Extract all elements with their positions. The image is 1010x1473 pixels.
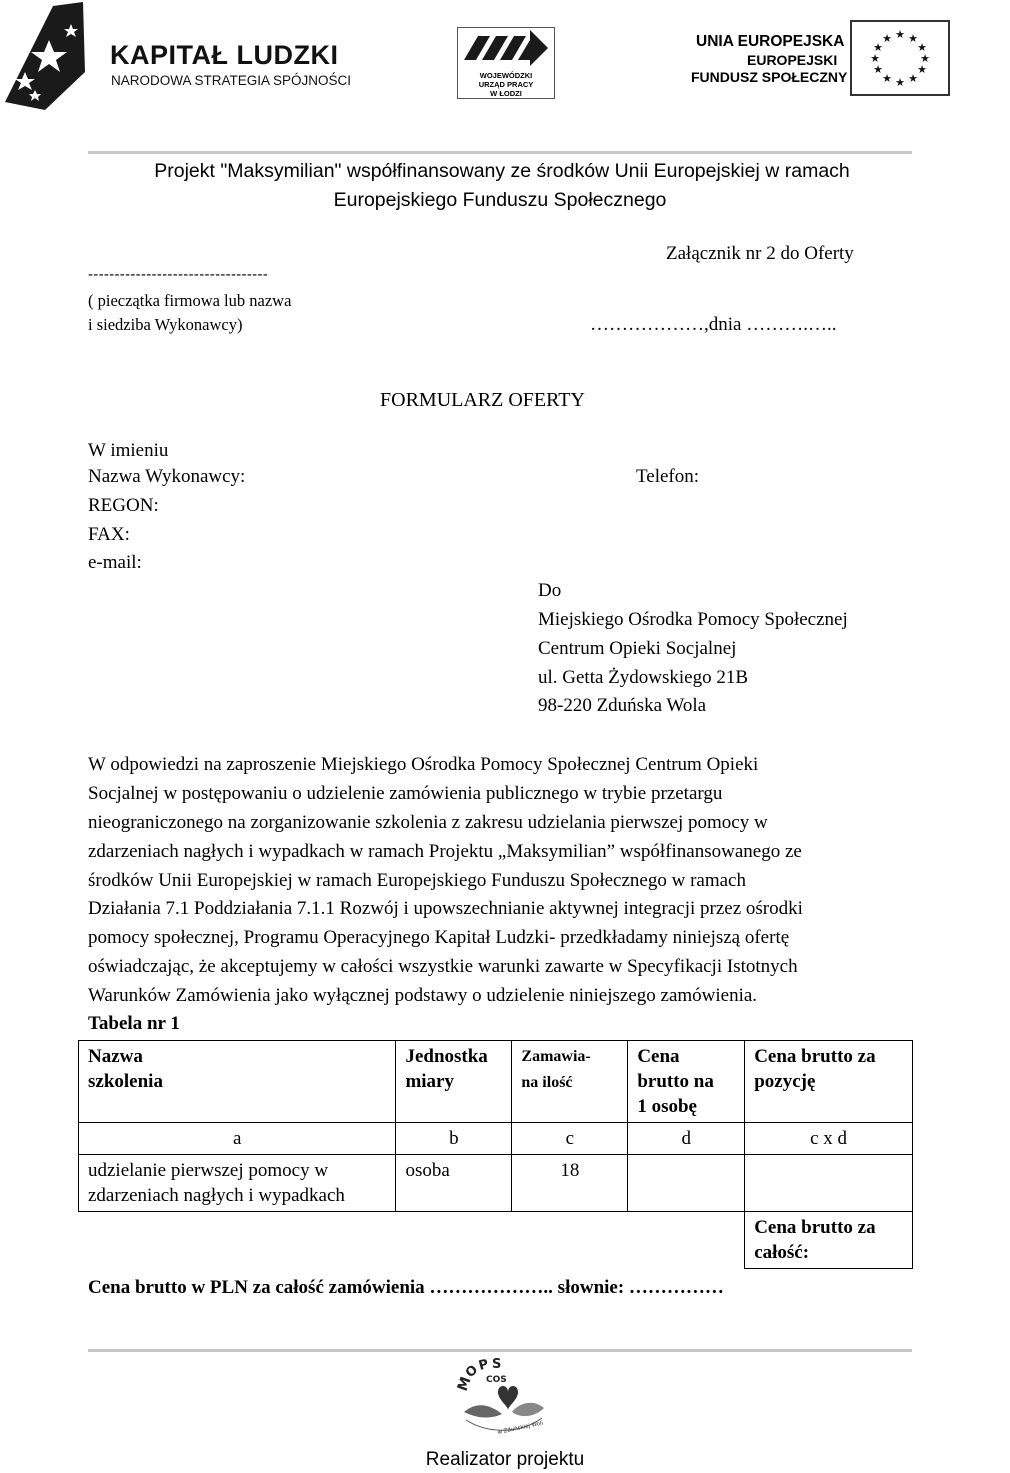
svg-text:★: ★ (882, 72, 892, 85)
row-name: udzielanie pierwszej pomocy w zdarzeniach nagłych i wypadkach (79, 1155, 396, 1212)
body-line-2: Socjalnej w postępowaniu o udzielenie zamówienia publicznego w trybie przetargu (88, 783, 723, 804)
wup-lodz-logo (457, 27, 555, 99)
table-header-row (79, 1041, 913, 1123)
svg-text:M: M (454, 1374, 475, 1394)
stamp-dashes: ---------------------------------- (88, 266, 269, 283)
body-line-6: Działania 7.1 Poddziałania 7.1.1 Rozwój i upowszechnianie aktywnej integracji przez ośrodki (88, 898, 803, 919)
kapital-ludzki-subtitle: NARODOWA STRATEGIA SPÓJNOŚCI (111, 73, 352, 88)
table-row (79, 1155, 913, 1212)
letter-d: d (628, 1123, 745, 1155)
recipient-to: Do (538, 580, 562, 601)
svg-text:★: ★ (873, 41, 883, 54)
row-price[interactable] (628, 1155, 745, 1212)
stamp-line-2: i siedziba Wykonawcy) (88, 315, 243, 334)
svg-text:★: ★ (870, 52, 880, 65)
svg-text:w Zduńskiej Woli: w Zduńskiej Woli (497, 1420, 544, 1436)
attachment-label: Załącznik nr 2 do Oferty (666, 243, 854, 264)
body-line-9: Warunków Zamówienia jako wyłącznej podstawy o udzielenie niniejszego zamówienia. (88, 985, 758, 1006)
body-line-8: oświadczając, że akceptujemy w całości wszystkie warunki zawarte w Specyfikacji Istotnych (88, 956, 798, 977)
header-name: Nazwa szkolenia (79, 1041, 396, 1123)
body-line-1: W odpowiedzi na zaproszenie Miejskiego Ośrodka Pomocy Społecznej Centrum Opieki (88, 754, 759, 775)
row-qty: 18 (512, 1155, 628, 1212)
svg-text:★: ★ (873, 63, 883, 76)
on-behalf-label: W imieniu (88, 440, 169, 461)
table-letters-row (79, 1123, 913, 1155)
body-line-5: środków Unii Europejskiej w ramach Europejskiego Funduszu Społecznego w ramach (88, 870, 746, 891)
svg-text:★: ★ (920, 52, 930, 65)
wup-line-2: URZĄD PRACY (478, 80, 534, 89)
phone-label: Telefon: (636, 466, 700, 487)
body-line-7: pomocy społecznej, Programu Operacyjnego Kapitał Ludzki- przedkładamy niniejszą ofertę (88, 927, 790, 948)
wup-line-3: W ŁODZI (490, 89, 522, 98)
svg-text:★: ★ (917, 63, 927, 76)
row-total[interactable] (745, 1155, 913, 1212)
letter-b: b (396, 1123, 512, 1155)
ue-title: UNIA EUROPEJSKA (696, 33, 845, 50)
ue-subtitle-1: EUROPEJSKI (747, 52, 838, 68)
kapital-ludzki-title: KAPITAŁ LUDZKI (110, 40, 339, 70)
ue-subtitle-2: FUNDUSZ SPOŁECZNY (691, 69, 848, 85)
email-label: e-mail: (88, 552, 142, 573)
svg-text:★: ★ (882, 32, 892, 45)
mops-cos-logo[interactable] (454, 1356, 550, 1440)
contractor-name-label: Nazwa Wykonawcy: (88, 466, 246, 487)
offer-table (78, 1040, 913, 1269)
svg-text:★: ★ (895, 28, 905, 41)
kapital-ludzki-logo (5, 2, 365, 112)
total-price-line: Cena brutto w PLN za całość zamówienia ……………….. słownie: …………… (88, 1277, 724, 1298)
recipient-line-3: ul. Getta Żydowskiego 21B (538, 667, 749, 688)
ue-logo (690, 20, 955, 100)
realizer-label: Realizator projektu (425, 1449, 585, 1470)
header-qty: Zamawia- na ilość (512, 1041, 628, 1123)
letter-c: c (512, 1123, 628, 1155)
svg-text:★: ★ (908, 32, 918, 45)
form-title: FORMULARZ OFERTY (380, 389, 585, 411)
body-line-4: zdarzeniach nagłych i wypadkach w ramach Projektu „Maksymilian” współfinansowanego ze (88, 841, 802, 862)
wup-line-1: WOJEWÓDZKI (479, 71, 533, 80)
recipient-line-1: Miejskiego Ośrodka Pomocy Społecznej (538, 609, 848, 630)
eu-flag-icon (850, 20, 950, 96)
regon-label: REGON: (88, 495, 159, 516)
svg-text:P: P (477, 1356, 491, 1374)
header-unit: Jednostka miary (396, 1041, 512, 1123)
stamp-line-1: ( pieczątka firmowa lub nazwa (88, 291, 292, 310)
svg-text:S: S (492, 1357, 502, 1372)
header-total: Cena brutto za pozycję (745, 1041, 913, 1123)
header-price: Cena brutto na 1 osobę (628, 1041, 745, 1123)
svg-text:★: ★ (895, 76, 905, 89)
fax-label: FAX: (88, 524, 130, 545)
svg-text:★: ★ (917, 41, 927, 54)
project-title-line-1: Projekt "Maksymilian" współfinansowany ze środków Unii Europejskiej w ramach (154, 160, 850, 182)
project-title-line-2: Europejskiego Funduszu Społecznego (333, 189, 667, 211)
body-line-3: nieograniczonego na zorganizowanie szkolenia z zakresu udzielania pierwszej pomocy w (88, 812, 768, 833)
kapital-ludzki-emblem-icon (5, 2, 105, 112)
table-sum-row (79, 1212, 913, 1269)
letter-a: a (79, 1123, 396, 1155)
recipient-line-2: Centrum Opieki Socjalnej (538, 638, 737, 659)
letter-cxd: c x d (745, 1123, 913, 1155)
row-unit: osoba (396, 1155, 512, 1212)
svg-text:COS: COS (486, 1375, 507, 1385)
sum-cell: Cena brutto za całość: (745, 1212, 913, 1269)
recipient-line-4: 98-220 Zduńska Wola (538, 695, 707, 716)
svg-text:O: O (462, 1362, 482, 1382)
header-divider (88, 151, 912, 154)
svg-text:★: ★ (908, 72, 918, 85)
footer-divider (88, 1349, 912, 1352)
date-line: ………………,dnia ……….….. (590, 314, 837, 335)
wup-emblem-icon (462, 30, 550, 70)
mops-cos-emblem-icon (454, 1356, 550, 1440)
table-caption: Tabela nr 1 (88, 1013, 180, 1034)
